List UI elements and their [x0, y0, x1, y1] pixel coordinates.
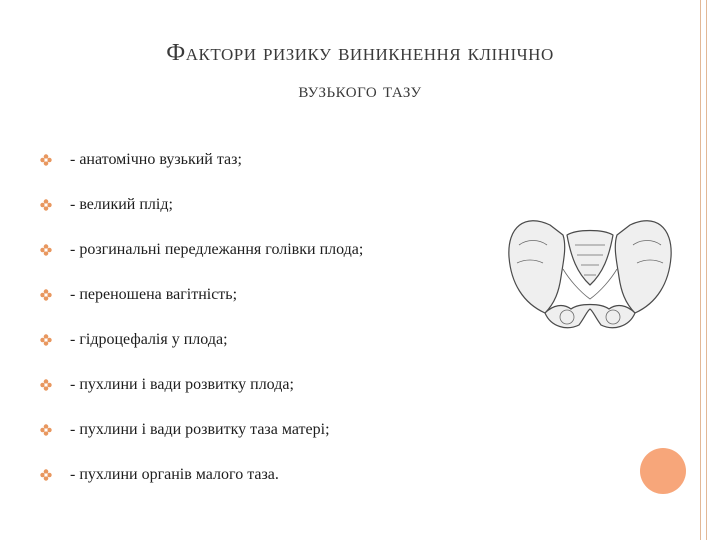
bullet-item: [40, 463, 279, 487]
pelvis-illustration: [505, 205, 675, 340]
bullet-item: [40, 193, 173, 217]
bullet-text: - розгинальні передлежання голівки плода;: [70, 241, 364, 258]
flower-bullet-icon: [40, 379, 52, 391]
slide-title-line2: вузького тазу: [298, 78, 422, 102]
bullet-text: - пухлини органів малого таза.: [70, 466, 279, 483]
bullet-item: [40, 328, 228, 352]
flower-bullet-icon: [40, 154, 52, 166]
bullet-item: [40, 238, 363, 262]
bullet-text: - переношена вагітність;: [70, 286, 238, 303]
decorative-circle: [640, 448, 686, 494]
bullet-text: - пухлини і вади розвитку плода;: [70, 376, 294, 393]
bullet-text: - великий плід;: [70, 196, 173, 213]
slide-title-line1: Фактори ризику виникнення клінічно: [166, 40, 554, 66]
flower-bullet-icon: [40, 424, 52, 436]
bullet-text: - гідроцефалія у плода;: [70, 331, 228, 348]
bullet-item: [40, 148, 242, 172]
bullet-text: - пухлини і вади розвитку таза матері;: [70, 421, 330, 438]
flower-bullet-icon: [40, 289, 52, 301]
flower-bullet-icon: [40, 469, 52, 481]
bullet-text: - анатомічно вузький таз;: [70, 151, 242, 168]
flower-bullet-icon: [40, 244, 52, 256]
flower-bullet-icon: [40, 334, 52, 346]
bullet-item: [40, 418, 330, 442]
bullet-item: [40, 283, 237, 307]
flower-bullet-icon: [40, 199, 52, 211]
bullet-item: [40, 373, 294, 397]
